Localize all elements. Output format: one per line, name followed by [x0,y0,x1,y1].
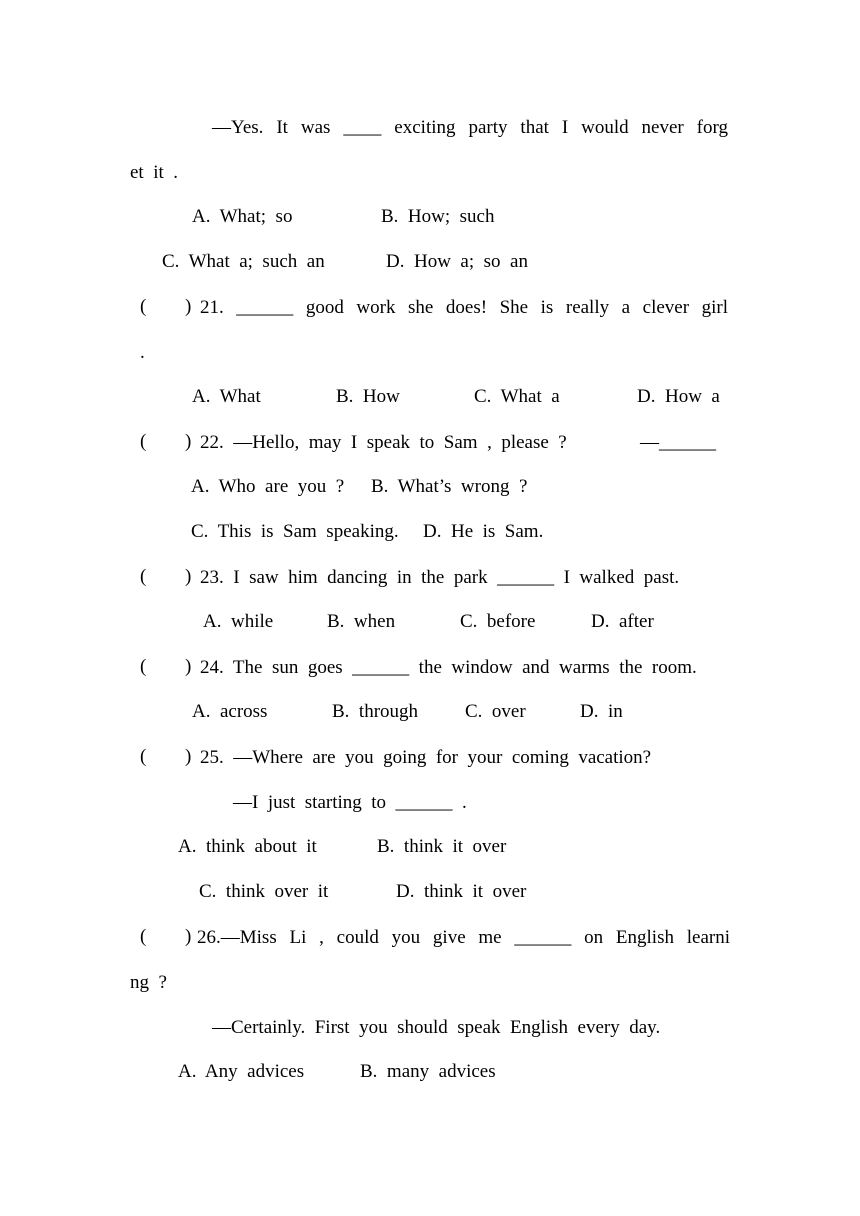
question-24-option-d: D. in [580,701,623,722]
question-21 [200,296,728,320]
question-25-reply: —I just starting to ______ . [233,792,467,813]
answer-paren-close-21: ) [185,296,192,317]
answer-paren-close-25: ) [185,746,192,767]
question-25-option-d: D. think it over [396,881,527,902]
question-25-option-a: A. think about it [178,836,317,857]
answer-paren-close-22: ) [185,431,192,452]
question-22-option-b: B. What’s wrong ? [371,476,528,497]
answer-paren-close-26: ) [185,926,192,947]
answer-paren-open-26: ( [140,926,147,947]
question-20-option-d: D. How a; so an [386,251,528,272]
question-24-option-c: C. over [465,701,526,722]
question-25-option-b: B. think it over [377,836,507,857]
question-26 [197,926,730,950]
question-21-option-c: C. What a [474,386,560,407]
answer-paren-open-24: ( [140,656,147,677]
question-21-option-b: B. How [336,386,400,407]
answer-paren-open-23: ( [140,566,147,587]
question-22-text: 22. —Hello, may I speak to Sam , please ? [200,432,567,453]
question-24-option-a: A. across [192,701,268,722]
answer-paren-open-21: ( [140,296,147,317]
question-25-text: 25. —Where are you going for your coming vacation? [200,747,652,768]
question-21-option-a: A. What [192,386,261,407]
question-26-option-a: A. Any advices [178,1061,305,1082]
answer-paren-close-24: ) [185,656,192,677]
question-20-option-a: A. What; so [192,206,293,227]
question-20-reply-cont: et it . [130,162,179,183]
question-25-option-c: C. think over it [199,881,329,902]
question-20-reply-text: —Yes. It was ____ exciting party that I would never forg [212,117,728,138]
question-20-option-b: B. How; such [381,206,495,227]
question-23-option-c: C. before [460,611,536,632]
question-21-text: 21. ______ good work she does! She is really a clever girl [200,297,728,318]
question-22-option-d: D. He is Sam. [423,521,544,542]
question-21-option-d: D. How a [637,386,720,407]
question-23-option-a: A. while [203,611,274,632]
question-26-reply: —Certainly. First you should speak English every day. [212,1017,661,1038]
question-22-answer-blank: —______ [640,432,716,453]
question-23-option-d: D. after [591,611,654,632]
answer-paren-open-25: ( [140,746,147,767]
question-24-option-b: B. through [332,701,419,722]
question-20-option-c: C. What a; such an [162,251,325,272]
question-21-cont: . [140,342,145,363]
answer-paren-close-23: ) [185,566,192,587]
answer-paren-open-22: ( [140,431,147,452]
question-23-option-b: B. when [327,611,396,632]
question-22-option-c: C. This is Sam speaking. [191,521,399,542]
question-23-text: 23. I saw him dancing in the park ______ I walked past. [200,567,680,588]
question-20-reply [212,116,728,140]
question-26-option-b: B. many advices [360,1061,496,1082]
question-26-text: 26.—Miss Li , could you give me ______ on English learni [197,927,730,948]
question-22-option-a: A. Who are you ? [191,476,345,497]
question-24-text: 24. The sun goes ______ the window and warms the room. [200,657,697,678]
question-26-cont: ng ? [130,972,167,993]
